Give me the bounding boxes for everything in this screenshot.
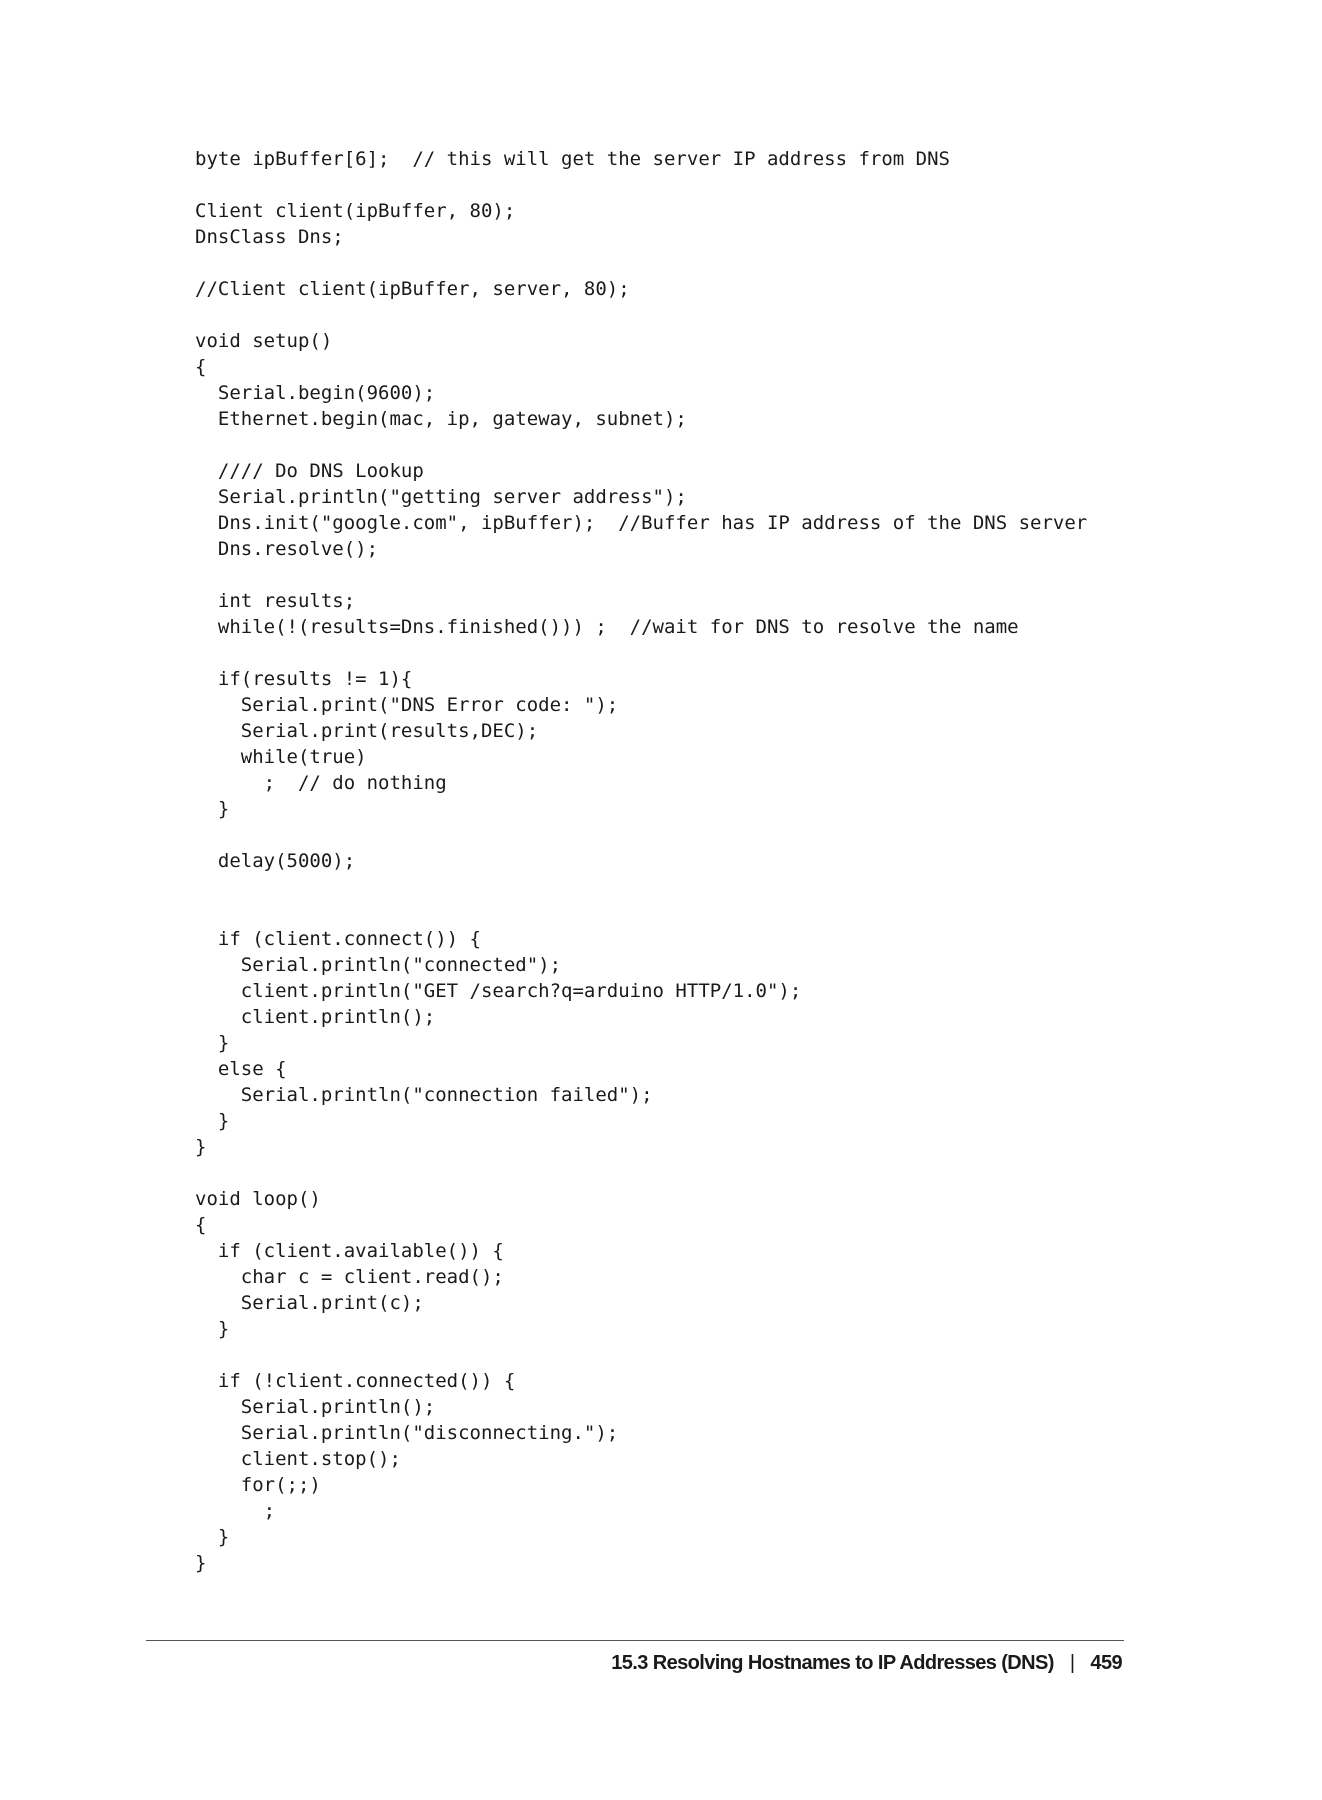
code-line	[195, 640, 1087, 666]
page-number: 459	[1090, 1652, 1122, 1674]
code-line	[195, 432, 1087, 458]
code-line: client.println("GET /search?q=arduino HTTP/1.0");	[195, 980, 802, 1002]
code-line: Serial.print("DNS Error code: ");	[195, 694, 619, 716]
code-line: }	[195, 1526, 230, 1548]
code-line: char c = client.read();	[195, 1266, 504, 1288]
footer-separator: |	[1069, 1652, 1075, 1674]
code-line: {	[195, 1214, 207, 1236]
code-line: }	[195, 1552, 207, 1574]
code-line	[195, 822, 1087, 848]
code-line: if(results != 1){	[195, 668, 413, 690]
code-line	[195, 562, 1087, 588]
code-line: Serial.println("connection failed");	[195, 1084, 653, 1106]
code-line	[195, 900, 1087, 926]
code-line	[195, 302, 1087, 328]
code-line: //Client client(ipBuffer, server, 80);	[195, 278, 630, 300]
code-line: Serial.print(results,DEC);	[195, 720, 539, 742]
code-line: Serial.println("disconnecting.");	[195, 1422, 619, 1444]
footer-rule	[146, 1640, 1124, 1641]
code-line: //// Do DNS Lookup	[195, 460, 424, 482]
code-line: if (!client.connected()) {	[195, 1370, 516, 1392]
code-line: if (client.connect()) {	[195, 928, 481, 950]
code-line: else {	[195, 1058, 287, 1080]
code-line: void loop()	[195, 1188, 321, 1210]
code-line	[195, 172, 1087, 198]
code-line: {	[195, 356, 207, 378]
code-line: Dns.init("google.com", ipBuffer); //Buffer has IP address of the DNS server	[195, 512, 1088, 534]
code-line: client.println();	[195, 1006, 436, 1028]
code-line: Serial.println();	[195, 1396, 436, 1418]
code-line: delay(5000);	[195, 850, 356, 872]
code-line	[195, 1160, 1087, 1186]
code-line: if (client.available()) {	[195, 1240, 504, 1262]
code-line: for(;;)	[195, 1474, 321, 1496]
page-footer	[611, 1652, 1122, 1675]
code-line	[195, 250, 1087, 276]
code-line: }	[195, 798, 230, 820]
code-line: while(true)	[195, 746, 367, 768]
code-line: Serial.println("connected");	[195, 954, 562, 976]
code-line: void setup()	[195, 330, 333, 352]
code-line: }	[195, 1032, 230, 1054]
code-line	[195, 874, 1087, 900]
code-line: client.stop();	[195, 1448, 401, 1470]
code-listing	[195, 146, 1087, 1576]
code-line: }	[195, 1136, 207, 1158]
code-line: }	[195, 1110, 230, 1132]
code-line: byte ipBuffer[6]; // this will get the server IP address from DNS	[195, 148, 950, 170]
code-line: Dns.resolve();	[195, 538, 379, 560]
code-line: Serial.begin(9600);	[195, 382, 436, 404]
code-line: Ethernet.begin(mac, ip, gateway, subnet);	[195, 408, 687, 430]
code-line	[195, 1342, 1087, 1368]
code-line: Client client(ipBuffer, 80);	[195, 200, 516, 222]
code-line: ; // do nothing	[195, 772, 447, 794]
code-line: ;	[195, 1500, 276, 1522]
code-line: DnsClass Dns;	[195, 226, 344, 248]
code-line: Serial.println("getting server address");	[195, 486, 687, 508]
code-line: }	[195, 1318, 230, 1340]
code-line: while(!(results=Dns.finished())) ; //wait for DNS to resolve the name	[195, 616, 1019, 638]
code-line: int results;	[195, 590, 356, 612]
code-line: Serial.print(c);	[195, 1292, 424, 1314]
running-section-title: 15.3 Resolving Hostnames to IP Addresses (DNS)	[611, 1652, 1054, 1674]
